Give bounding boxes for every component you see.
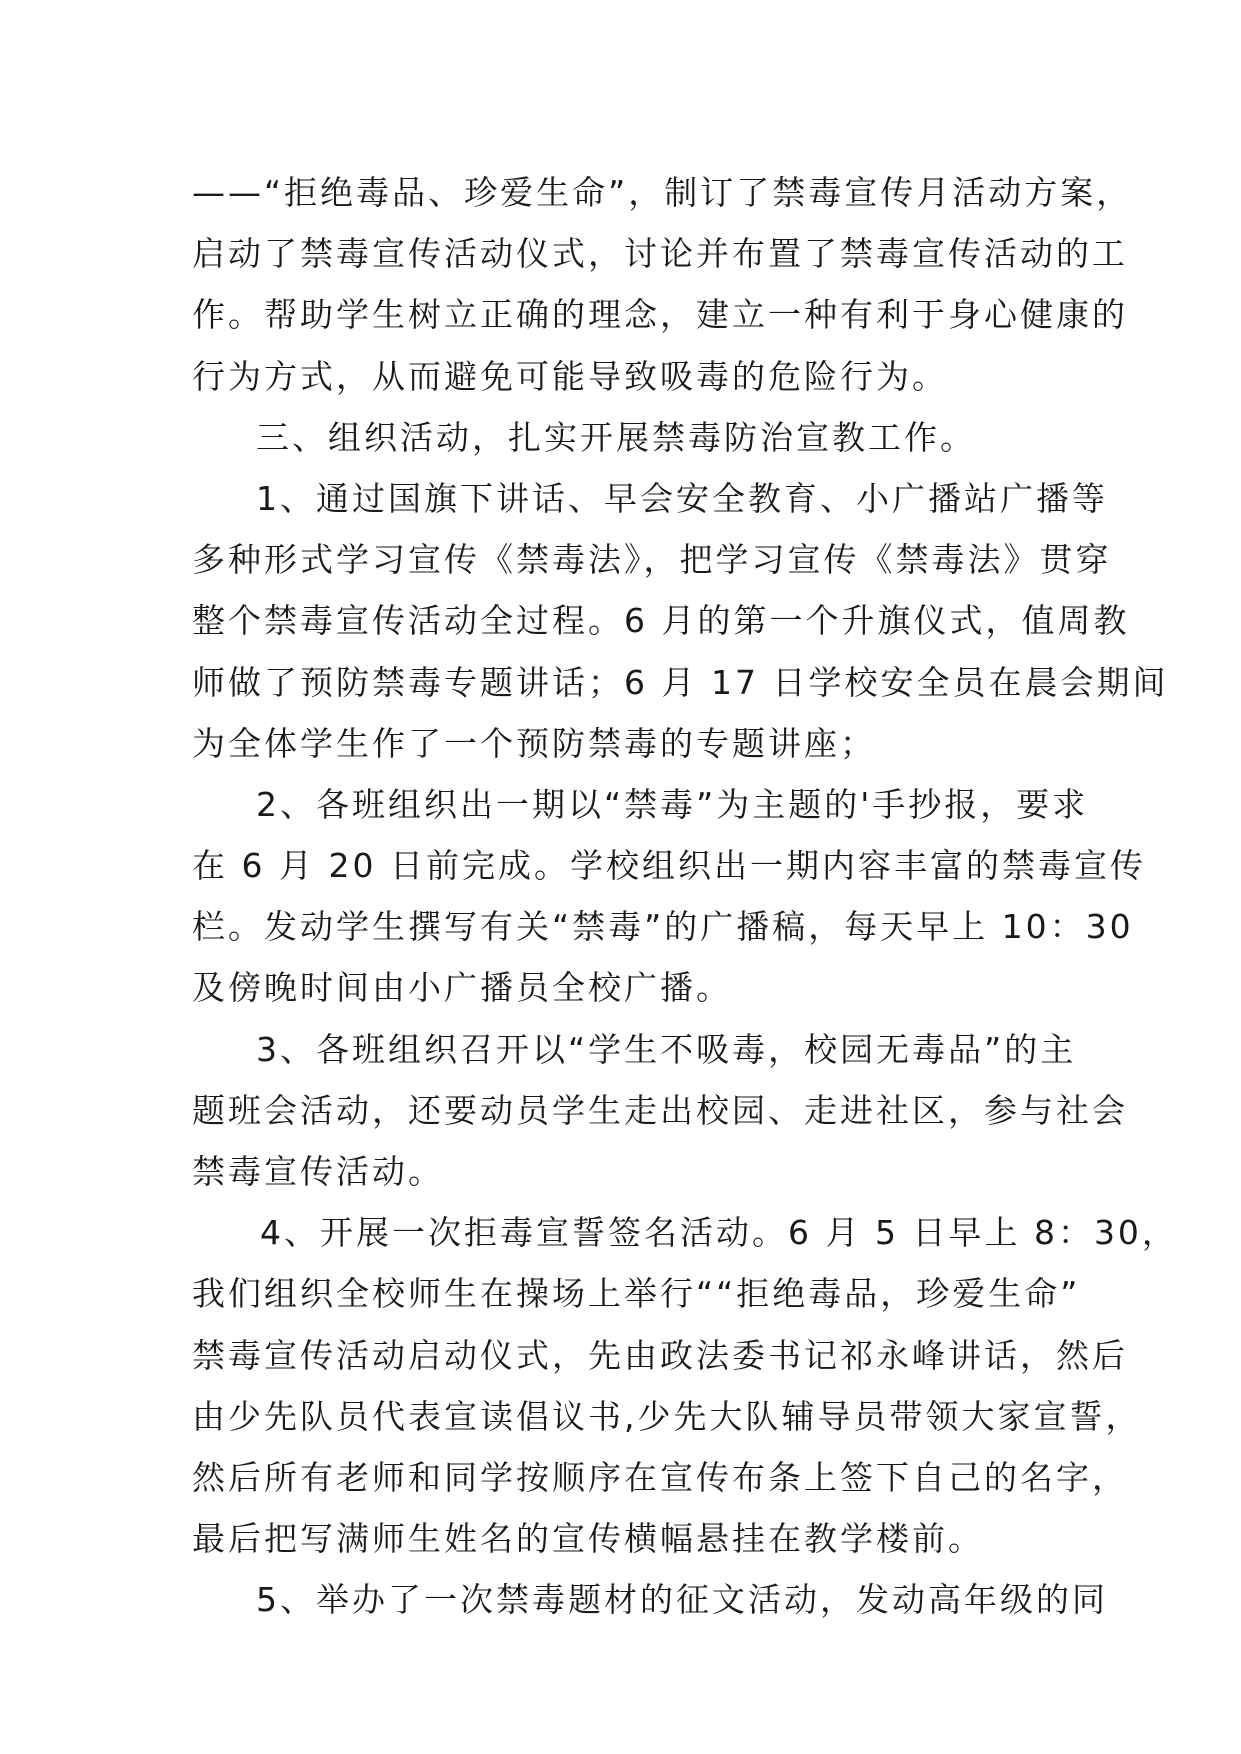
text-line: 4、开展一次拒毒宣誓签名活动。6 月 5 日早上 8：30， xyxy=(260,1213,1178,1253)
text-line: 1、通过国旗下讲话、早会安全教育、小广播站广播等 xyxy=(256,478,1108,518)
text-line: 行为方式，从而避免可能导致吸毒的危险行为。 xyxy=(192,356,948,396)
text-line: ——“拒绝毒品、珍爱生命”，制订了禁毒宣传月活动方案， xyxy=(192,173,1133,212)
text-line: 及傍晚时间由小广播员全校广播。 xyxy=(192,968,732,1008)
text-line: 禁毒宣传活动。 xyxy=(192,1152,444,1191)
text-line: 5、举办了一次禁毒题材的征文活动，发动高年级的同 xyxy=(256,1580,1108,1620)
document-body xyxy=(192,162,1178,1631)
text-line: 栏。发动学生撰写有关“禁毒”的广播稿，每天早上 10：30 xyxy=(192,907,1134,947)
text-line: 由少先队员代表宣读倡议书,少先大队辅导员带领大家宣誓， xyxy=(192,1396,1142,1436)
text-line: 为全体学生作了一个预防禁毒的专题讲座； xyxy=(192,723,876,763)
text-line: 题班会活动，还要动员学生走出校园、走进社区，参与社会 xyxy=(192,1090,1128,1130)
text-line: 禁毒宣传活动启动仪式，先由政法委书记祁永峰讲话，然后 xyxy=(192,1335,1128,1375)
text-line: 我们组织全校师生在操场上举行““拒绝毒品，珍爱生命” xyxy=(192,1274,1081,1314)
section-heading: 三、组织活动，扎实开展禁毒防治宣教工作。 xyxy=(256,417,976,457)
text-line: 整个禁毒宣传活动全过程。6 月的第一个升旗仪式，值周教 xyxy=(192,601,1130,641)
text-line: 2、各班组织出一期以“禁毒”为主题的'手抄报，要求 xyxy=(256,784,1089,824)
text-line: 在 6 月 20 日前完成。学校组织出一期内容丰富的禁毒宣传 xyxy=(192,846,1146,886)
text-line: 作。帮助学生树立正确的理念，建立一种有利于身心健康的 xyxy=(192,295,1128,335)
text-line: 最后把写满师生姓名的宣传横幅悬挂在教学楼前。 xyxy=(192,1519,984,1559)
text-line: 3、各班组织召开以“学生不吸毒，校园无毒品”的主 xyxy=(256,1029,1077,1069)
text-line: 然后所有老师和同学按顺序在宣传布条上签下自己的名字， xyxy=(192,1457,1128,1497)
text-line: 多种形式学习宣传《禁毒法》，把学习宣传《禁毒法》贯穿 xyxy=(192,540,1112,580)
text-line: 师做了预防禁毒专题讲话；6 月 17 日学校安全员在晨会期间 xyxy=(192,662,1169,702)
text-line: 启动了禁毒宣传活动仪式，讨论并布置了禁毒宣传活动的工 xyxy=(192,234,1128,274)
